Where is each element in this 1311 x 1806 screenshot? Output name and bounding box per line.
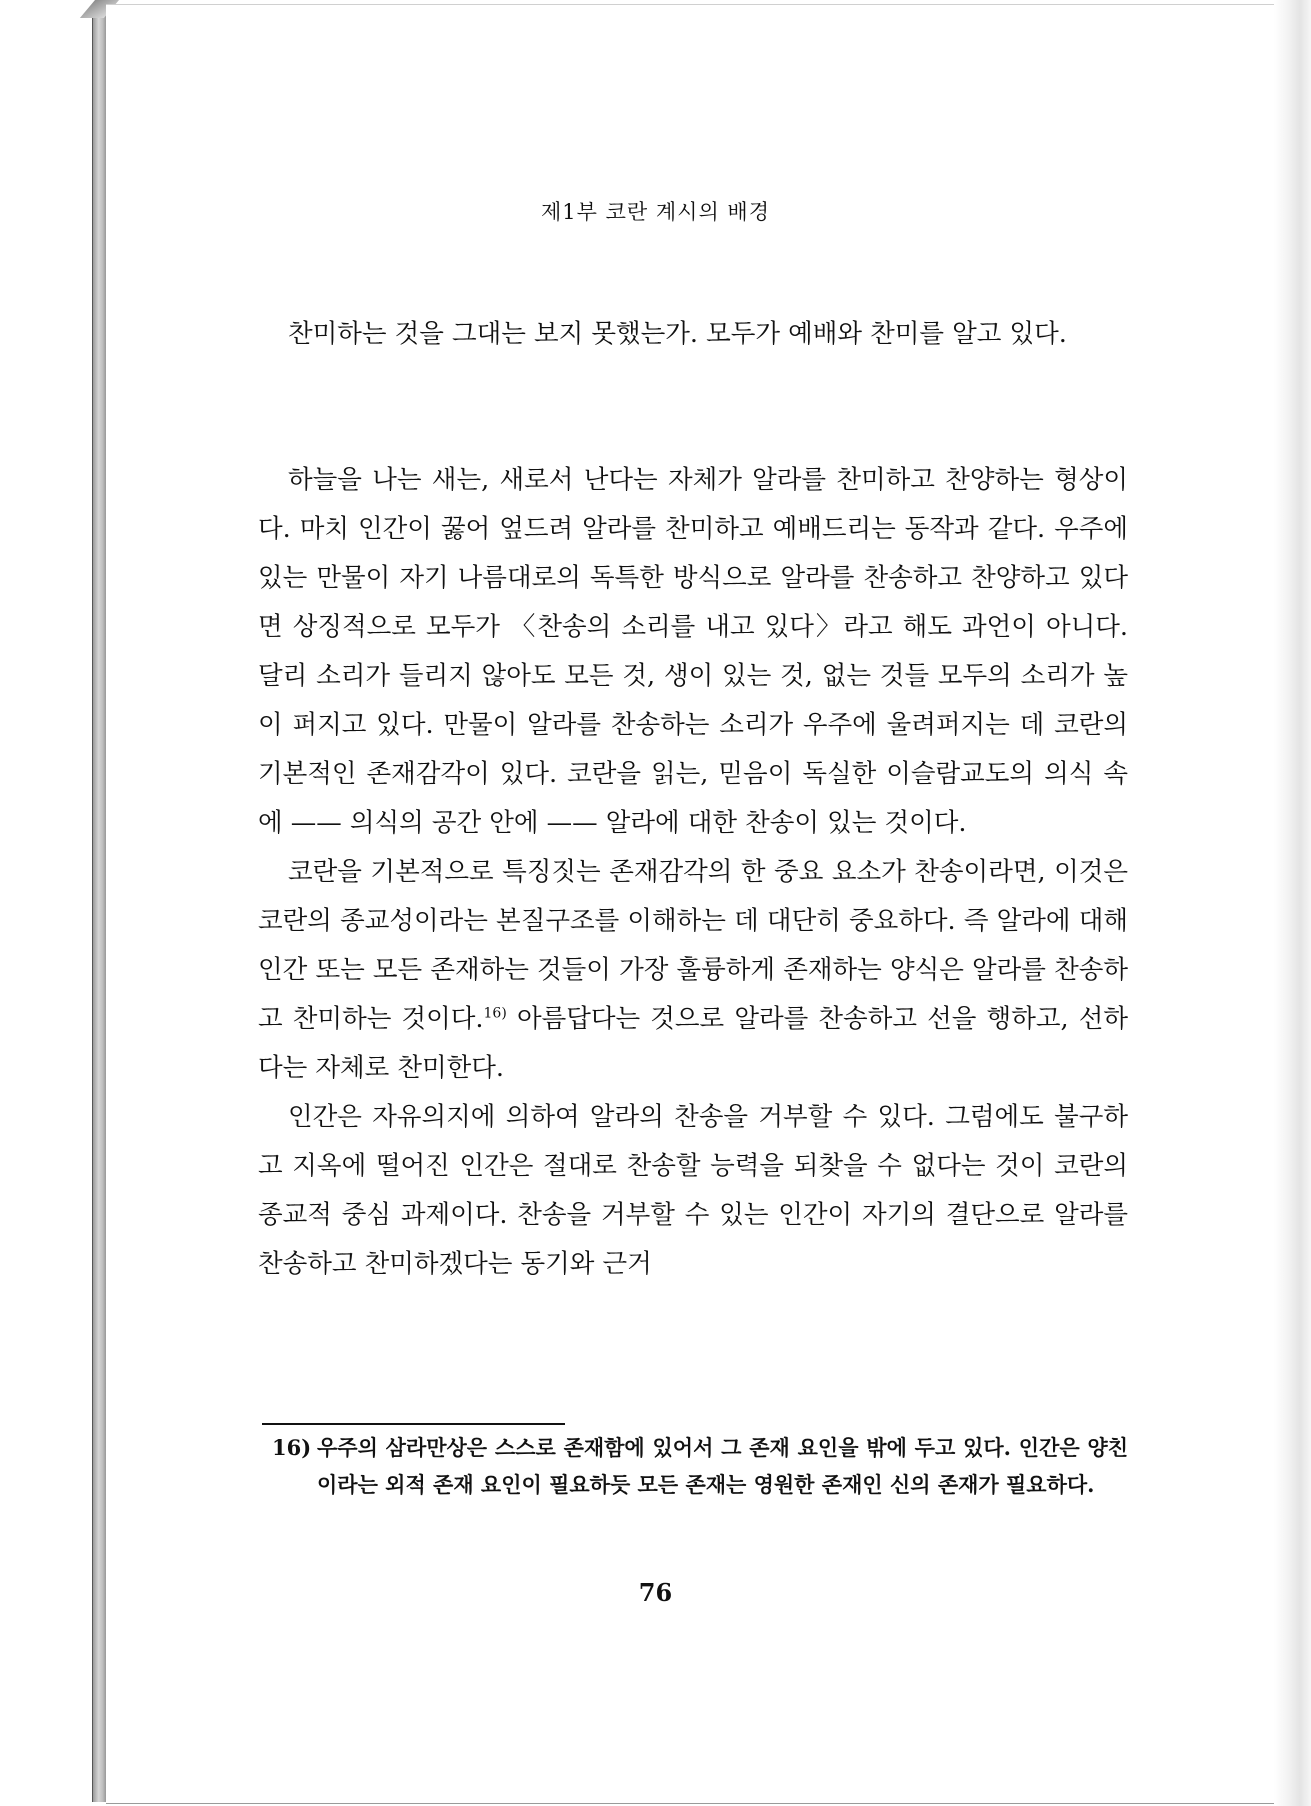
footnote-text: 우주의 삼라만상은 스스로 존재함에 있어서 그 존재 요인을 밖에 두고 있다. 인간은 양친이라는 외적 존재 요인이 필요하듯 모든 존재는 영원한 존재인 신의 존재가 필요하다. bbox=[317, 1435, 1128, 1497]
footnote-divider bbox=[262, 1423, 565, 1425]
paragraph-continued: 찬미하는 것을 그대는 보지 못했는가. 모두가 예배와 찬미를 알고 있다. bbox=[288, 319, 1067, 349]
book-spine-edge bbox=[92, 4, 107, 1802]
text-block-main bbox=[258, 456, 1128, 1289]
paragraph-birds: 하늘을 나는 새는, 새로서 난다는 자체가 알라를 찬미하고 찬양하는 형상이다. 마치 인간이 꿇어 엎드려 알라를 찬미하고 예배드리는 동작과 같다. 우주에 있는 만물이 자기 나름대로의 독특한 방식으로 알라를 찬송하고 찬양하고 있다면 상징적으로 모두가 〈찬송의 소리를 내고 있다〉라고 해도 과언이 아니다. 달리 소리가 들리지 않아도 모든 것, 생이 있는 것, 없는 것들 모두의 소리가 높이 퍼지고 있다. 만물이 알라를 찬송하는 소리가 우주에 울려퍼지는 데 코란의 기본적인 존재감각이 있다. 코란을 읽는, 믿음이 독실한 이슬람교도의 의식 속에 —— 의식의 공간 안에 —— 알라에 대한 찬송이 있는 것이다. bbox=[258, 465, 1128, 838]
paragraph-praise bbox=[258, 848, 1128, 1093]
paragraph-praise-text: 코란을 기본적으로 특징짓는 존재감각의 한 중요 요소가 찬송이라면, 이것은 코란의 종교성이라는 본질구조를 이해하는 데 대단히 중요하다. 즉 알라에 대해 인간 또는 모든 존재하는 것들이 가장 훌륭하게 존재하는 양식은 알라를 찬송하고 찬미하는 것이다. bbox=[258, 857, 1128, 1034]
running-head: 제1부 코란 계시의 배경 bbox=[541, 200, 770, 224]
page-edge-shadow bbox=[1274, 0, 1311, 1806]
text-block-top bbox=[258, 310, 1128, 359]
footnote bbox=[262, 1429, 1128, 1503]
paragraph-praise-tail: 아름답다는 것으로 알라를 찬송하고 선을 행하고, 선하다는 자체로 찬미한다. bbox=[258, 1004, 1128, 1083]
footnote-number: 16) bbox=[272, 1435, 312, 1460]
page-number: 76 bbox=[638, 1578, 673, 1607]
footnote-reference[interactable]: 16) bbox=[483, 1005, 507, 1022]
paragraph-free-will: 인간은 자유의지에 의하여 알라의 찬송을 거부할 수 있다. 그럼에도 불구하고 지옥에 떨어진 인간은 절대로 찬송할 능력을 되찾을 수 없다는 것이 코란의 종교적 중심 과제이다. 찬송을 거부할 수 있는 인간이 자기의 결단으로 알라를 찬송하고 찬미하겠다는 동기와 근거 bbox=[258, 1102, 1128, 1279]
